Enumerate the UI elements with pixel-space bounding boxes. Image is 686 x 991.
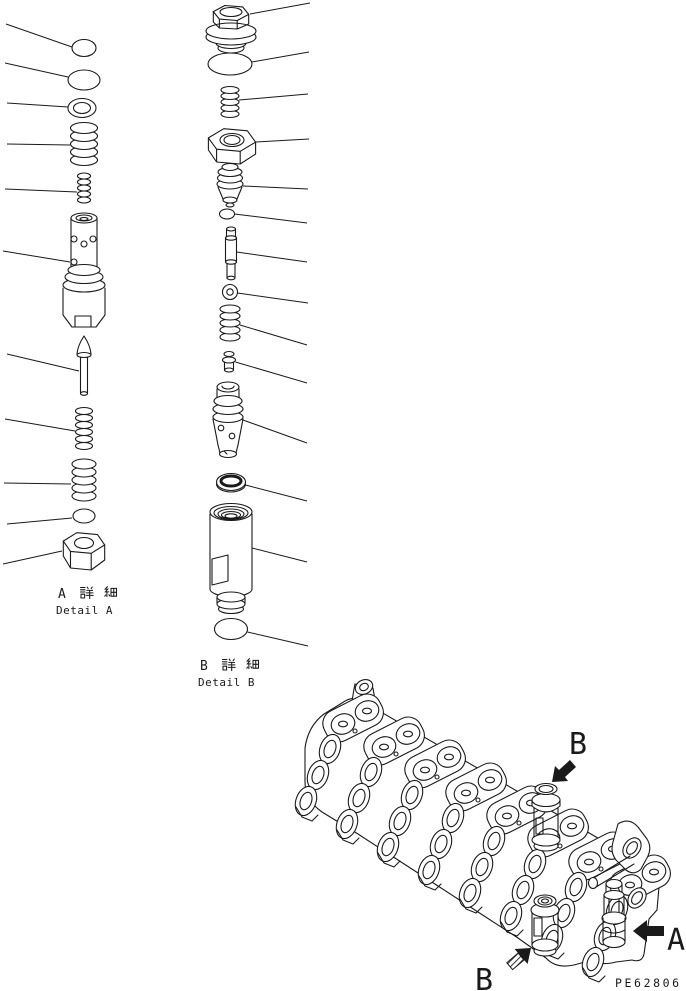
detail-a-letter: A: [58, 587, 66, 602]
callout-a: A: [667, 923, 686, 958]
part-valve-spool: [63, 213, 105, 327]
part-plug-ball: [215, 619, 248, 640]
arrow-b-bottom: [507, 948, 531, 970]
part-hex-plug: [206, 6, 256, 54]
part-spring-long: [76, 408, 93, 450]
part-spring: [71, 123, 98, 166]
control-valve-assembly: [291, 677, 685, 991]
part-seal-washer: [208, 53, 252, 75]
callout-b-top: B: [569, 727, 588, 762]
detail-a-exploded-view: [3, 24, 117, 617]
detail-b-exploded-view: [198, 3, 310, 689]
kanji-shou-icon: [81, 587, 94, 599]
kanji-sai-icon: [247, 659, 259, 669]
kanji-sai-icon: [105, 587, 117, 597]
part-ball: [72, 40, 96, 57]
part-ball-large: [68, 70, 100, 90]
part-sleeve: [210, 504, 252, 614]
detail-b-label-en: Detail B: [198, 676, 255, 689]
callout-b-bottom: B: [475, 963, 494, 991]
part-o-ring: [68, 99, 96, 118]
part-seal-ring: [217, 474, 246, 493]
detail-b-caption: [198, 659, 259, 689]
part-spring-wide: [72, 459, 96, 501]
leader-lines-b: [235, 3, 311, 646]
part-washer: [223, 285, 238, 300]
part-ball-small: [73, 509, 95, 523]
leader-lines-a: [3, 24, 79, 564]
arrow-b-top: [552, 760, 576, 782]
part-ball-small-b: [220, 209, 235, 219]
drawing-number: PE62806: [615, 976, 682, 990]
part-poppet: [217, 164, 243, 208]
part-spring-small: [78, 173, 91, 203]
part-hex-nut-b: [208, 129, 255, 164]
detail-b-letter: B: [200, 659, 208, 674]
part-hex-nut: [63, 533, 104, 570]
part-needle-pin: [77, 336, 91, 395]
kanji-shou-icon: [223, 659, 236, 671]
detail-a-label-en: Detail A: [56, 604, 113, 617]
part-spring-b: [221, 87, 239, 118]
part-poppet-valve: [213, 382, 243, 458]
part-spring-b2: [220, 305, 240, 341]
part-pilot-rod: [226, 227, 237, 280]
detail-a-caption: [56, 587, 117, 617]
part-retainer: [223, 352, 236, 373]
